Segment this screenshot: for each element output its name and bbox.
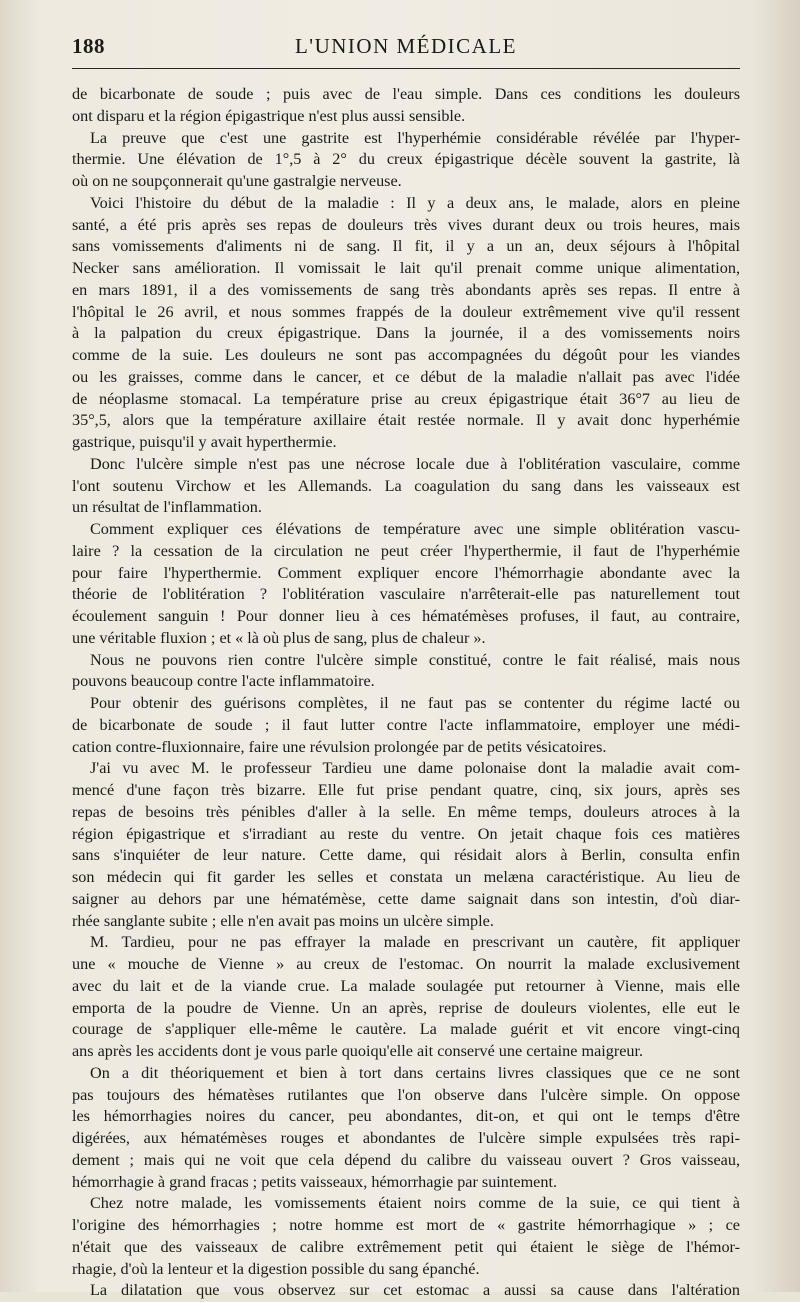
text-line: n'était que des vaisseaux de calibre extrêmement petit qui étaient le siège de l'hémor-	[72, 1237, 740, 1256]
text-line: pouvons beaucoup contre l'acte inflammatoire.	[72, 672, 375, 691]
text-line: de néoplasme stomacal. La température prise au creux épigastrique était 36°7 au lieu de	[72, 389, 740, 408]
text-line: pas toujours des hématèses rutilantes que l'on observe dans l'ulcère simple. On oppose	[72, 1085, 740, 1104]
text-line: l'origine des hémorrhagies ; notre homme est mort de « gastrite hémorrhagique » ; ce	[72, 1216, 740, 1234]
text-line: comme de la suie. Les douleurs ne sont pas accompagnées du dégoût pour les viandes	[72, 346, 740, 364]
text-line: digérées, aux hématémèses rouges et abondantes de l'ulcère simple expulsées très rapi-	[72, 1129, 740, 1147]
text-line: repas de besoins très pénibles d'aller à la selle. En même temps, douleurs atroces à la	[72, 802, 740, 821]
text-line: J'ai vu avec M. le professeur Tardieu une dame polonaise dont la maladie avait com-	[90, 759, 740, 778]
text-line: rhée sanglante subite ; elle n'en avait pas moins un ulcère simple.	[72, 911, 494, 930]
text-line: Comment expliquer ces élévations de température avec une simple oblitération vascu-	[90, 520, 740, 538]
text-line: théorie de l'oblitération ? l'oblitération vasculaire n'arrêterait-elle pas naturellement tout	[72, 585, 740, 604]
text-line: sans vomissements d'aliments ni de sang. Il fit, il y a un an, deux séjours à l'hôpital	[72, 237, 740, 256]
body-text	[72, 84, 740, 1302]
text-line: l'hôpital le 26 avril, et nous sommes frappés de la douleur extrêmement vive qu'il ressent	[72, 302, 740, 321]
text-line: sans s'inquiéter de leur nature. Cette dame, qui résidait alors à Berlin, consulta enfin	[72, 846, 740, 865]
text-line: en mars 1891, il a des vomissements de sang très abondants après ses repas. Il entre à	[72, 280, 740, 299]
text-line: les hémorrhagies noires du cancer, peu abondantes, dit-on, et qui ont le temps d'être	[72, 1107, 740, 1126]
text-line: emporta de la poudre de Vienne. Un an après, reprise de douleurs violentes, elle eut le	[72, 998, 740, 1017]
text-line: ont disparu et la région épigastrique n'est plus aussi sensible.	[72, 106, 466, 125]
text-line: à la palpation du creux épigastrique. Dans la journée, il a des vomissements noirs	[72, 324, 740, 343]
text-line: Donc l'ulcère simple n'est pas une nécrose locale due à l'oblitération vasculaire, comme	[90, 454, 740, 473]
text-line: laire ? la cessation de la circulation ne peut créer l'hyperthermie, il faut de l'hyperhémie	[72, 541, 740, 560]
text-line: On a dit théoriquement et bien à tort dans certains livres classiques que ce ne sont	[90, 1063, 740, 1082]
text-line: saigner au dehors par une hématémèse, cette dame saignait dans son intestin, d'où diar-	[72, 889, 740, 908]
text-line: La preuve que c'est une gastrite est l'hyperhémie considérable révélée par l'hyper-	[90, 128, 740, 147]
text-line: l'ont soutenu Virchow et les Allemands. La coagulation du sang dans les vaisseaux est	[72, 476, 740, 495]
text-line: ans après les accidents dont je vous parle quoiqu'elle ait conservé une certaine maigreur.	[72, 1042, 644, 1060]
text-line: Voici l'histoire du début de la maladie : Il y a deux ans, le malade, alors en pleine	[90, 193, 740, 212]
text-line: gastrique, puisqu'il y avait hyperthermie.	[72, 433, 337, 451]
text-line: Pour obtenir des guérisons complètes, il ne faut pas se contenter du régime lacté ou	[90, 694, 740, 712]
text-line: une véritable fluxion ; et « là où plus de sang, plus de chaleur ».	[72, 628, 486, 647]
text-line: avec du lait et de la viande crue. La malade soulagée put retourner à Vienne, mais elle	[72, 976, 740, 995]
text-line: pour faire l'hyperthermie. Comment expliquer encore l'hémorrhagie abondante avec la	[72, 563, 740, 582]
text-line: santé, a été pris après ses repas de douleurs très vives durant deux ou trois heures, mais	[72, 215, 740, 234]
running-title: L'UNION MÉDICALE	[294, 34, 517, 58]
text-line: dement ; mais qui ne voit que cela dépend du calibre du vaisseau ouvert ? Gros vaisseau,	[72, 1150, 740, 1169]
page-number: 188	[72, 34, 105, 58]
text-line: où on ne soupçonnerait qu'une gastralgie nerveuse.	[72, 172, 402, 190]
text-line: hémorrhagie à grand fracas ; petits vaisseaux, hémorrhagie par suintement.	[72, 1172, 557, 1191]
text-line: mencé d'une façon très bizarre. Elle fut prise pendant quatre, cinq, six jours, après ses	[72, 781, 740, 799]
text-line: son médecin qui fit garder les selles et constata un melæna caractéristique. Au lieu de	[72, 868, 740, 886]
text-line: un résultat de l'inflammation.	[72, 498, 262, 517]
text-line: une « mouche de Vienne » au creux de l'estomac. On nourrit la malade exclusivement	[72, 955, 740, 973]
text-line: M. Tardieu, pour ne pas effrayer la malade en prescrivant un cautère, fit appliquer	[90, 933, 740, 952]
text-line: thermie. Une élévation de 1°,5 à 2° du creux épigastrique décèle souvent la gastrite, là	[72, 150, 740, 169]
text-line: ou les graisses, comme dans le cancer, et ce début de la maladie n'allait pas avec l'idée	[72, 367, 740, 386]
text-line: de bicarbonate de soude ; puis avec de l'eau simple. Dans ces conditions les douleurs	[72, 85, 740, 103]
text-line: Chez notre malade, les vomissements étaient noirs comme de la suie, ce qui tient à	[90, 1194, 740, 1213]
text-line: rhagie, d'où la lenteur et la digestion possible du sang épanché.	[72, 1259, 480, 1278]
page-header	[72, 30, 740, 66]
text-line: écoulement sanguin ! Pour donner lieu à ces hématémèses profuses, il faut, au contraire,	[72, 607, 740, 625]
text-line: cation contre-fluxionnaire, faire une révulsion prolongée par de petits vésicatoires.	[72, 737, 607, 756]
text-line: 35°,5, alors que la température axillaire était restée normale. Il y avait donc hyperhémie	[72, 411, 740, 430]
header-rule	[72, 68, 740, 69]
text-line: de bicarbonate de soude ; il faut lutter contre l'acte inflammatoire, employer une médi-	[72, 715, 740, 734]
text-line: La dilatation que vous observez sur cet estomac a aussi sa cause dans l'altération	[90, 1281, 740, 1300]
text-line: courage de s'appliquer elle-même le cautère. La malade guérit et vit encore vingt-cinq	[72, 1020, 740, 1039]
text-line: Nous ne pouvons rien contre l'ulcère simple constitué, contre le fait réalisé, mais nous	[90, 650, 740, 669]
text-line: région épigastrique et s'irradiant au reste du ventre. On jetait chaque fois ces matières	[72, 824, 740, 843]
text-line: Necker sans amélioration. Il vomissait le lait qu'il prenait comme unique alimentation,	[72, 259, 740, 277]
